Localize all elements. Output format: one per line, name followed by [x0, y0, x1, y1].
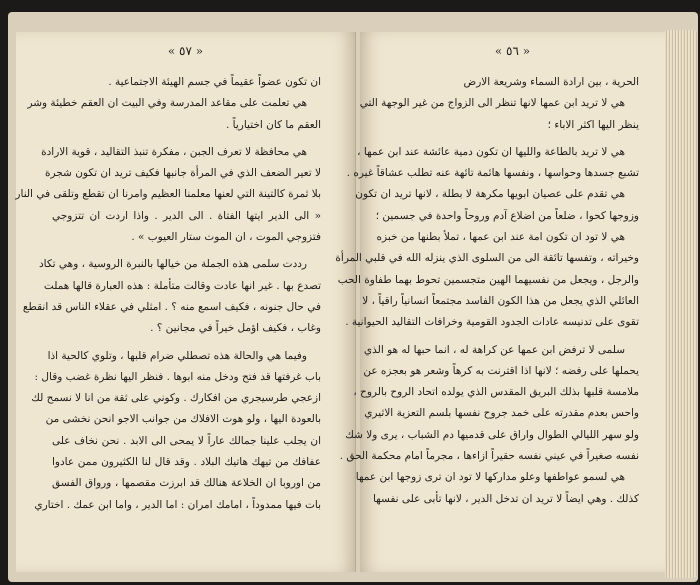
text-line: في حال جنونه ، فكيف اسمع منه ؟ . امثلي في عقلاء الناس قد انقطع	[22, 300, 321, 313]
text-line: وخيراته ، وتفسها تائقة الى من السلوى الذي ينزله الله في قلبي المرأة	[335, 252, 639, 265]
text-line: باب غرفتها قد فتح ودخل منه ابوها . فنظر اليها نظرة غضب وقال :	[34, 370, 321, 383]
right-page-number: « ٥٦ »	[494, 44, 531, 58]
text-line: فتزوجي الموت ، ان الموت ستار العيوب » .	[131, 231, 321, 244]
text-line: من اوروبا ان الخلاعة هنالك قد ابرزت مقصمها ، ورواق الفسق	[52, 477, 321, 490]
text-line: ازعجي طرسيجري من افكارك . وكوني على ثقة من انا لا نسمح لك	[31, 392, 321, 405]
text-line: واحس بعدم مقدرته على خمد جروح نفسها بلسم التعزية الاثيري	[364, 407, 639, 420]
text-line: تقوى على تدنيسه عادات الجدود القومية وخرافات التقاليد الحيوانية .	[345, 316, 639, 329]
text-line: يحملها على رفضه ؛ لانها اذا اقترنت به كرهاً وشعر هو بعجزه عن	[363, 364, 639, 377]
text-line: رددت سلمى هذه الجملة من خيالها بالنبرة الروسية ، وهي تكاد	[39, 258, 307, 271]
right-page	[335, 32, 665, 572]
text-line: كذلك . وهي ايضاً لا تريد ان تدخل الدير ، لانها تأبى على نفسها	[372, 492, 639, 505]
text-line: هي تقدم على عصيان ابويها مكرهة لا بطلة ، لانها تريد ان تكون	[355, 188, 625, 201]
text-line: تصدع بها . غير انها عادت وقالت متأملة : هذه العبارة قالها هملت	[43, 279, 321, 292]
left-page-number: « ٥٧ »	[167, 44, 204, 58]
text-line: العقم ما كان اختيارياً .	[225, 118, 321, 131]
text-line: ملامسة قلبها بذلك البريق المقدس الذي يولده اتحاد الروح بالروح ،	[353, 386, 639, 399]
text-line: بالعودة اليها ، ولو هوت الافلاك من جوانب الاجو انحن نخشى من	[45, 413, 321, 426]
open-book	[8, 12, 698, 582]
text-line: هي محافظة لا تعرف الجبن ، مفكرة تنبذ التقاليد ، قوية الارادة	[41, 145, 307, 158]
text-line: وزوجها كحوا ، ضلعاً من اضلاع آدم وروحاً واحدة في جسمين ؛	[375, 209, 639, 222]
text-line: لا تعير الضعف الذي في المرأة جانبها فكيف تريد ان تكون شجرة	[44, 167, 321, 180]
text-line: ان يجلب علينا جمالك عاراً لا يمحى الى الابد . نحن نخاف على	[52, 434, 321, 447]
text-line: وغاب ، فكيف اؤمل خيراً في مجانين ؟ .	[150, 322, 321, 335]
text-line: العائلي الذي يجعل من هذا الكون الفاسد مجتمعاً انسانياً راقياً ، لا	[362, 294, 639, 307]
text-line: هي لا تريد ابن عمها لانها تنظر الى الزواج من غير الوجهة التي	[359, 97, 625, 110]
text-line: ان تكون عضواً عقيماً في جسم الهيئة الاجتماعية .	[108, 76, 321, 88]
text-line: ولو سهر الليالي الطوال واراق على قدميها دم الشباب ، يرى ولا شك	[345, 428, 639, 441]
text-line: نفسه صغيراً في عيني نفسه حقيراً ازاءها ، مجرماً امام محكمة الحق .	[339, 450, 639, 463]
text-line: بات فيها ممدوداً ، امامك امران : اما الدير ، واما ابن عمك . اختاري	[34, 498, 321, 511]
text-line: هي لا تود ان تكون امة عند ابن عمها ، تملأ بطنها من خبزه	[376, 231, 625, 244]
text-line: وفيما هي والحالة هذه تصطلي ضرام قلبها ، وتلوي كالحية اذا	[47, 349, 307, 362]
text-line: بلا ثمرة كالتينة التي لعنها معلمنا العظيم وامرنا ان تقطع وتلقى في النار	[15, 188, 321, 201]
text-line: الحرية ، بين ارادة السماء وشريعة الارض	[463, 76, 639, 88]
text-line: « الى الدير ايتها الفتاة . الى الدير . واذا اردت ان تتزوجي	[52, 209, 321, 222]
text-line: ينظر اليها اكثر الاباء ؛	[547, 118, 639, 131]
text-line: تشبع جسدها وحواسها ، ونفسها هائمة تائهة عنه تطلب عشاقاً غيره .	[346, 167, 639, 180]
text-line: هي لسمو عواطفها وعلو مداركها لا تود ان ترى زوجها ابن عمها	[355, 471, 625, 484]
text-line: والرجل ، ويجعل من نفسيهما الهين متجسمين تحوط بهما طفاوة الحب	[337, 273, 639, 286]
page-edges	[665, 30, 697, 578]
text-line: هي تعلمت على مقاعد المدرسة وفي البيت ان العقم خطيئة وشر	[27, 97, 307, 110]
left-page	[16, 32, 356, 572]
text-line: عفافك من تيهك هاتيك البلاد . وقد قال لنا الكثيرون ممن عادوا	[52, 456, 321, 469]
text-line: هي لا تريد بالطاعة والليها ان تكون دمية عائشة عند ابن عمها ،	[357, 145, 625, 158]
text-line: سلمى لا ترفض ابن عمها عن كراهة له ، انما حبها له هو الذي	[363, 343, 625, 356]
